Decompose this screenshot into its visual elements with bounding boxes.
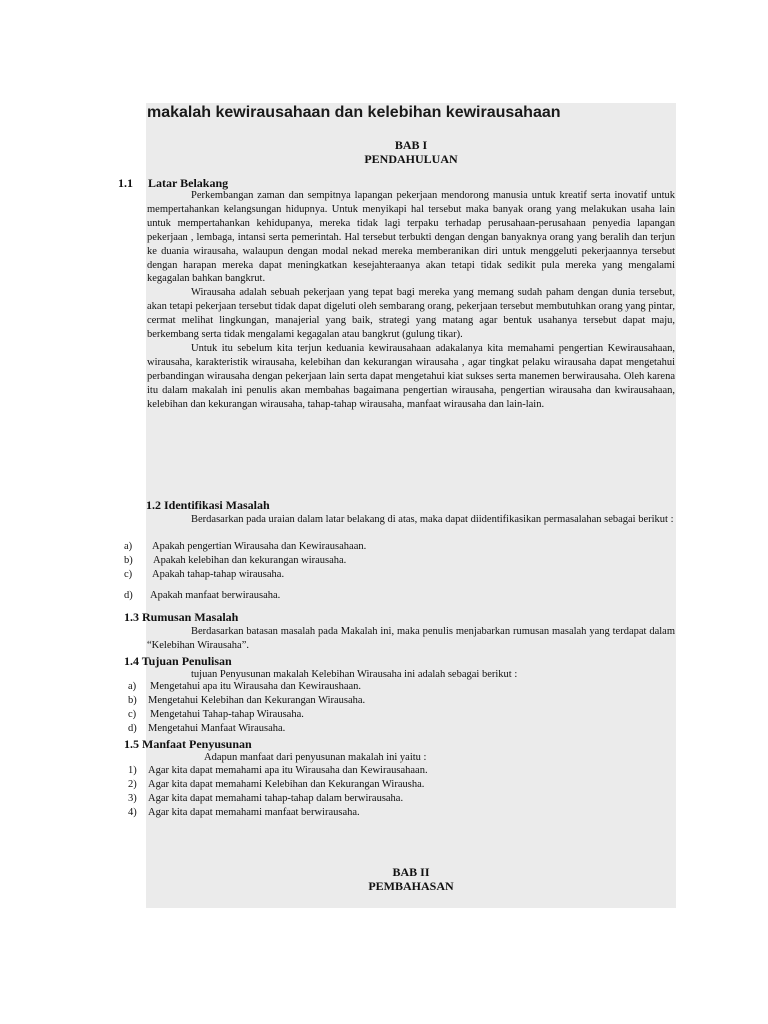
list-text: Apakah kelebihan dan kekurangan wirausaha. (153, 555, 347, 566)
list-item (128, 681, 361, 692)
list-marker: c) (128, 709, 137, 720)
list-text: Mengetahui Tahap-tahap Wirausaha. (150, 709, 304, 720)
list-text: Mengetahui apa itu Wirausaha dan Kewiraushaan. (150, 681, 362, 692)
section-title: 1.2 Identifikasi Masalah (146, 498, 270, 512)
section-title: 1.3 Rumusan Masalah (124, 610, 239, 624)
paragraph: Wirausaha adalah sebuah pekerjaan yang tepat bagi mereka yang memang sudah paham dengan dunia tersebut, akan tetapi pekerjaan tersebut tidak dapat digeluti oleh sembarang orang, pekerjaan tersebut membutuhkan orang yang pintar, cermat melihat lingkungan, manajerial yang baik, strategi yang matang agar bentuk usahanya tersebut dapat maju, berkembang serta tidak mengalami kegagalan atau bangkrut (gulung tikar). (147, 287, 675, 341)
background-text (147, 189, 675, 412)
chapter-heading: BAB II (392, 865, 430, 879)
list-marker: 2) (128, 779, 137, 790)
paragraph: Perkembangan zaman dan sempitnya lapangan pekerjaan mendorong manusia untuk kreatif serta inovatif untuk mempertahankan kelangsungan hidupnya. Untuk menyikapi hal tersebut maka banyak orang yang melakukan usaha lain untuk mempertahankan kehidupanya, mereka tidak lagi terpaku terhadap perusahaan-perusahaan penyedia lapangan pekerjaan , lembaga, intansi serta pemerintah. Hal tersebut terbukti dengan dengan banyaknya orang yang beralih dan terjun ke duania wirausaha, walaupun dengan modal nekad mereka memberanikan diri untuk menggeluti pekerjaannya tersebut dengan harapan mereka dapat meningkatkan kesejahteraanya akan tetapi tidak sedikit pula mereka yang mengalami kegagalan bahkan bangkrut. (147, 190, 675, 285)
section-intro (147, 513, 675, 527)
list-marker: c) (124, 569, 133, 580)
section-title: 1.5 Manfaat Penyusunan (124, 737, 252, 751)
paragraph: Berdasarkan batasan masalah pada Makalah ini, maka penulis menjabarkan rumusan masalah yang terdapat dalam “Kelebihan Wirausaha”. (147, 626, 675, 651)
list-marker: b) (124, 555, 133, 566)
list-item (128, 723, 285, 734)
section-intro: Adapun manfaat dari penyusunan makalah ini yaitu : (204, 752, 427, 763)
section-intro: tujuan Penyusunan makalah Kelebihan Wirausaha ini adalah sebagai berikut : (191, 669, 518, 680)
list-marker: 4) (128, 807, 137, 818)
list-text: Agar kita dapat memahami Kelebihan dan Kekurangan Wirausha. (148, 779, 425, 790)
list-text: Apakah pengertian Wirausaha dan Kewirausahaan. (152, 541, 367, 552)
document-title: makalah kewirausahaan dan kelebihan kewirausahaan (147, 104, 561, 121)
list-text: Apakah tahap-tahap wirausaha. (152, 569, 285, 580)
section-number: 1.1 (118, 176, 133, 190)
list-marker: 1) (128, 765, 137, 776)
list-text: Mengetahui Kelebihan dan Kekurangan Wirausaha. (148, 695, 366, 706)
list-item (124, 569, 284, 580)
list-item (128, 807, 360, 818)
list-text: Agar kita dapat memahami tahap-tahap dalam berwirausaha. (148, 793, 404, 804)
list-text: Agar kita dapat memahami manfaat berwirausaha. (148, 807, 360, 818)
list-item (128, 779, 424, 790)
list-text: Apakah manfaat berwirausaha. (150, 590, 281, 601)
chapter-subheading: PEMBAHASAN (368, 879, 454, 893)
chapter-heading: BAB I (394, 138, 428, 152)
list-marker: 3) (128, 793, 137, 804)
chapter-subheading: PENDAHULUAN (364, 152, 458, 166)
list-item (128, 709, 304, 720)
list-item (128, 765, 428, 776)
list-text: Mengetahui Manfaat Wirausaha. (148, 723, 286, 734)
paragraph: Untuk itu sebelum kita terjun keduania kewirausahaan adakalanya kita memahami pengertian Kewirausahaan, wirausaha, karakteristik wirausaha, kelebihan dan kekurangan wirausaha , agar tingkat pelaku wirausaha dapat mengetahui perbandingan wirausaha dengan pekerjaan lain serta dapat mengetahui kiat sukses serta manemen berwirausaha. Oleh karena itu dalam makalah ini penulis akan membahas bagaimana pengertian wirausaha, pengertian wirausaha dan kwirausahaan, kelebihan dan kekurangan wirausaha, tahap-tahap wirausaha, manfaat wirausaha dan lain-lain. (147, 342, 675, 410)
list-item (124, 590, 280, 601)
list-marker: a) (128, 681, 137, 692)
list-item (128, 695, 365, 706)
list-text: Agar kita dapat memahami apa itu Wirausaha dan Kewirausahaan. (148, 765, 428, 776)
section-intro (147, 625, 675, 653)
section-title: Latar Belakang (148, 176, 229, 190)
section-title: 1.4 Tujuan Penulisan (124, 654, 232, 668)
list-marker: d) (124, 590, 133, 601)
paragraph: Berdasarkan pada uraian dalam latar belakang di atas, maka dapat diidentifikasikan permasalahan sebagai berikut : (191, 514, 674, 525)
list-marker: a) (124, 541, 133, 552)
list-item (124, 555, 346, 566)
list-marker: b) (128, 695, 137, 706)
list-item (124, 541, 366, 552)
list-item (128, 793, 403, 804)
list-marker: d) (128, 723, 137, 734)
